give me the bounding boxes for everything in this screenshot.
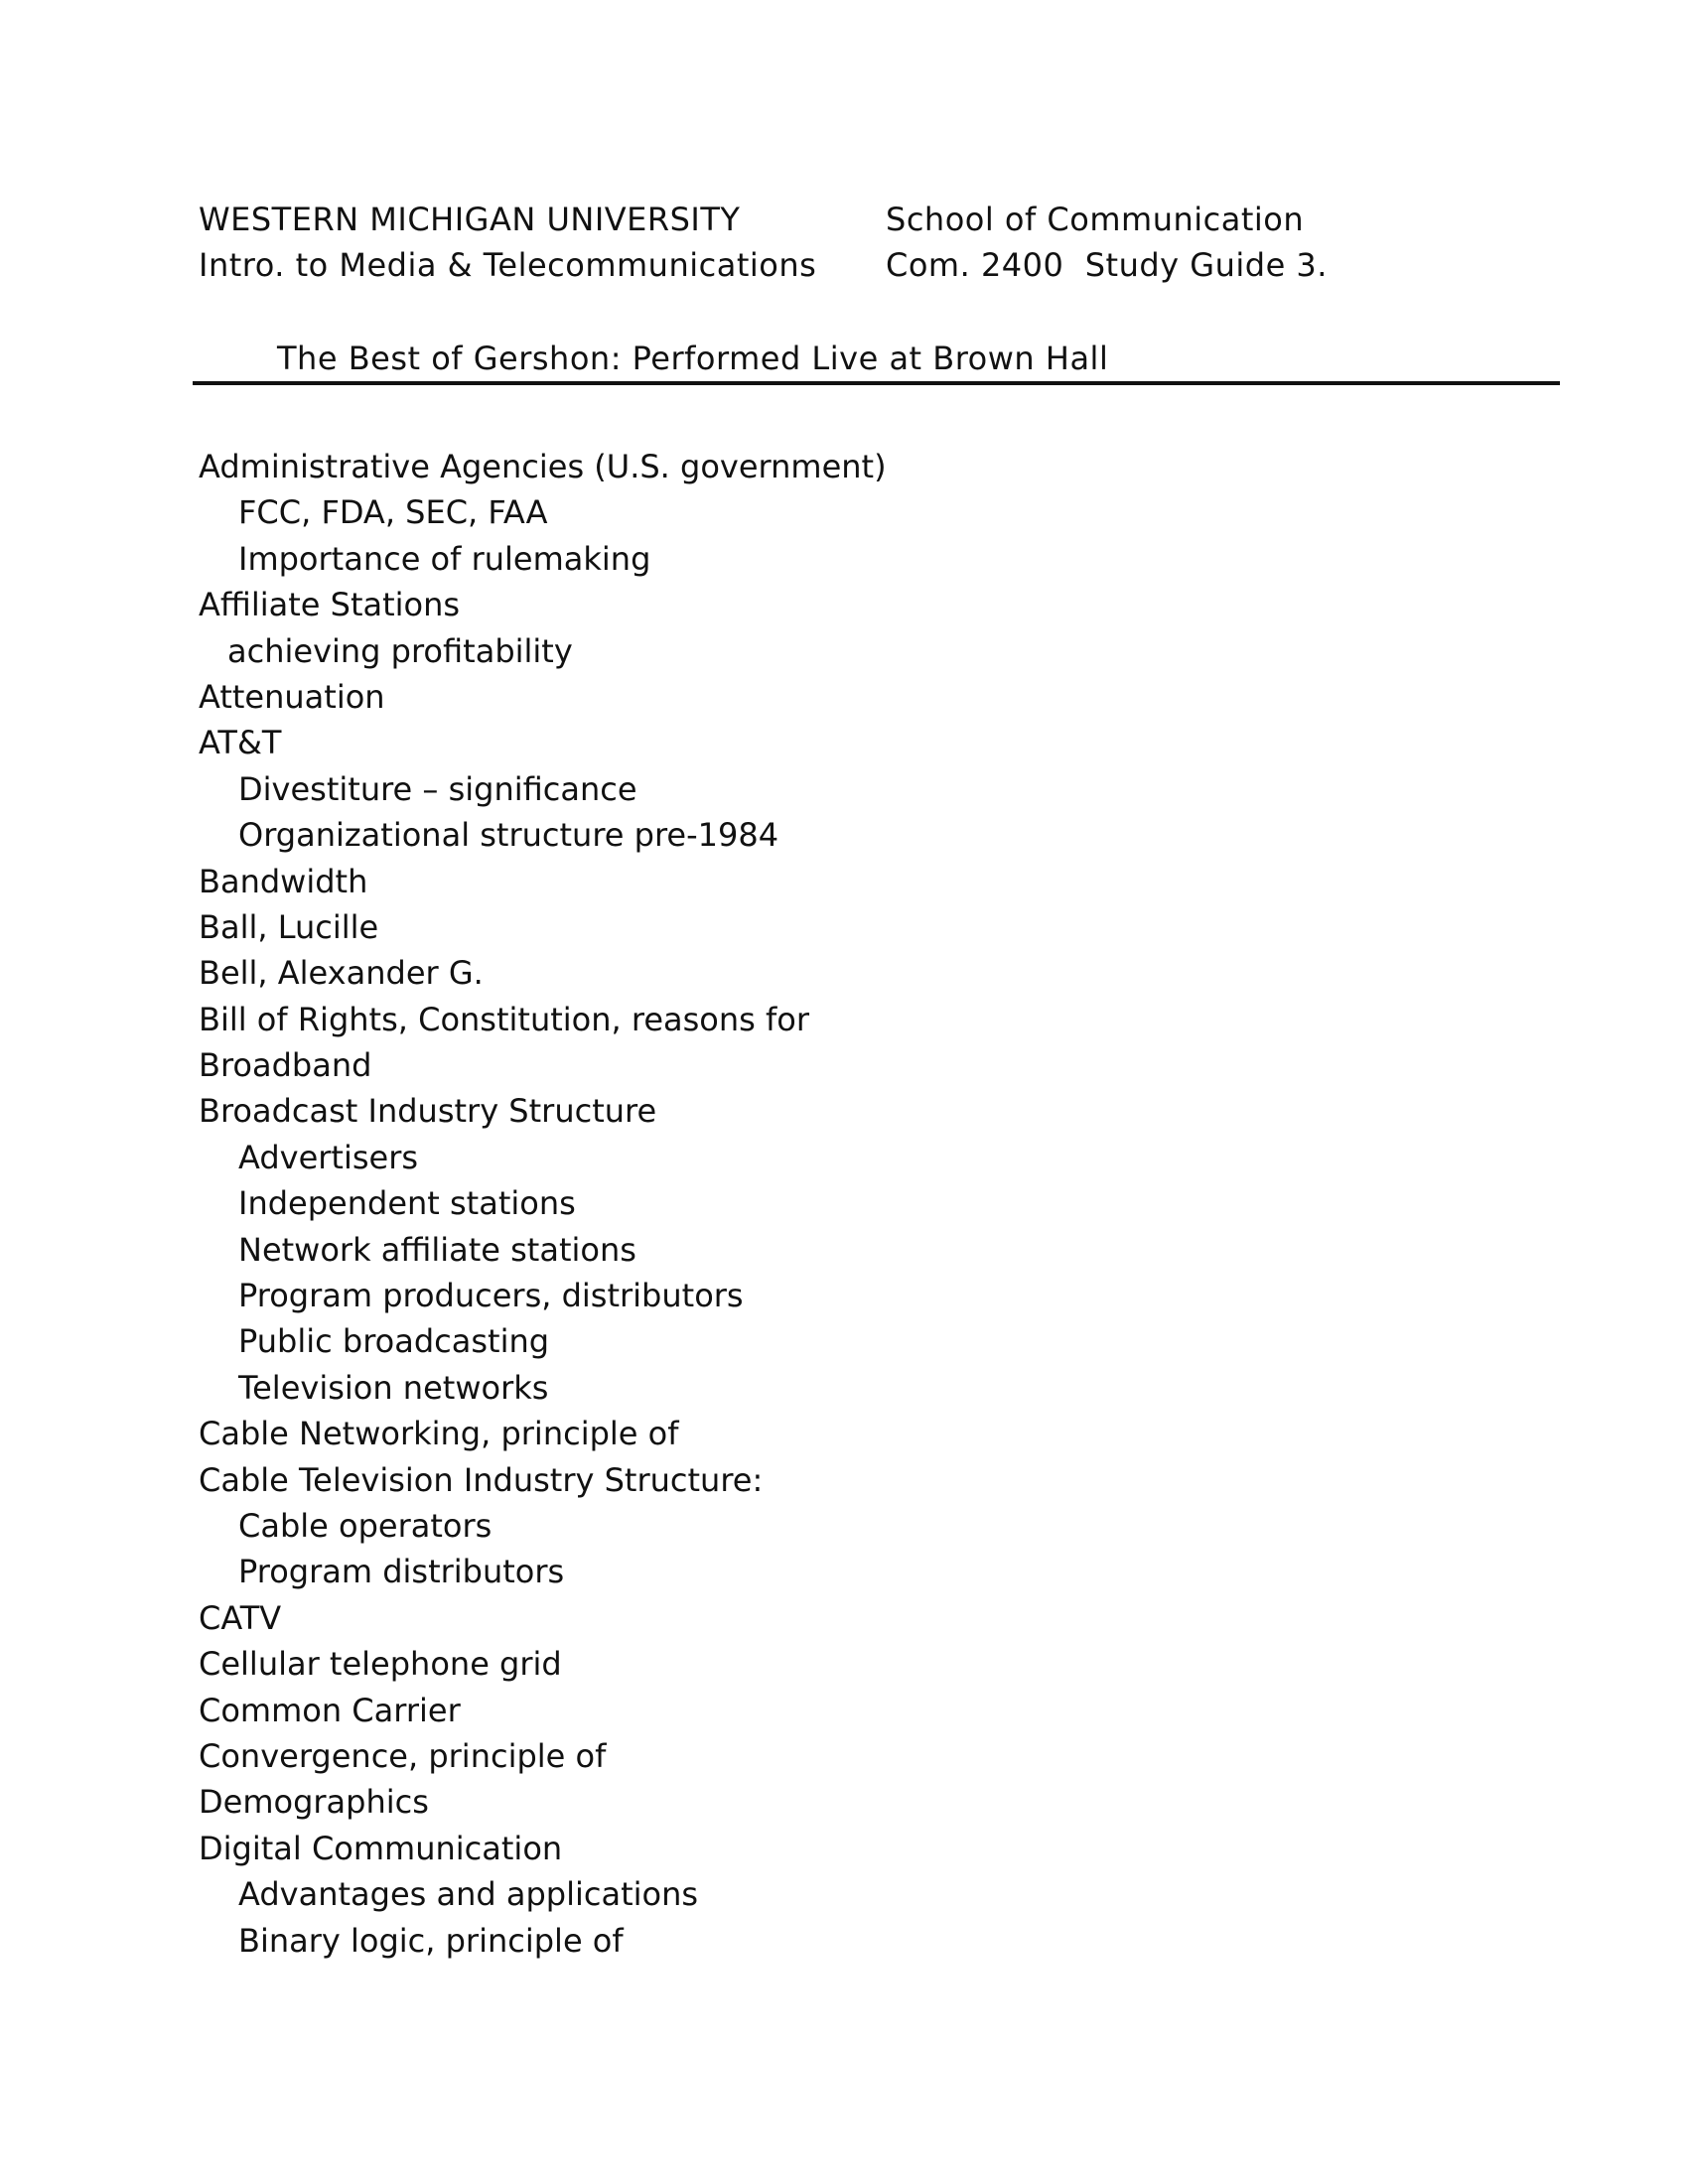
topic-subitem: Network affiliate stations: [238, 1230, 636, 1269]
header-row-2: [199, 246, 1569, 290]
topic-item: Cable Television Industry Structure:: [199, 1460, 764, 1499]
topic-item: CATV: [199, 1598, 282, 1637]
topic-item: Broadcast Industry Structure: [199, 1092, 657, 1131]
topic-item: Attenuation: [199, 677, 385, 716]
topic-item: Bell, Alexander G.: [199, 954, 484, 993]
topic-subitem: achieving profitability: [227, 631, 573, 670]
topic-subitem: Advantages and applications: [238, 1875, 699, 1914]
topic-subitem: Binary logic, principle of: [238, 1921, 624, 1960]
topic-item: Cellular telephone grid: [199, 1645, 562, 1684]
topic-item: Broadband: [199, 1046, 372, 1085]
topic-subitem: FCC, FDA, SEC, FAA: [238, 493, 548, 532]
topic-item: Demographics: [199, 1783, 429, 1822]
topic-item: Bill of Rights, Constitution, reasons for: [199, 1000, 809, 1038]
topic-subitem: Program producers, distributors: [238, 1277, 744, 1315]
topic-item: Convergence, principle of: [199, 1736, 607, 1775]
topic-subitem: Advertisers: [238, 1138, 419, 1176]
topic-item: Administrative Agencies (U.S. government): [199, 448, 887, 485]
topic-subitem: Importance of rulemaking: [238, 539, 651, 578]
topic-item: Common Carrier: [199, 1691, 461, 1729]
topic-item: Digital Communication: [199, 1829, 563, 1867]
topic-subitem: Organizational structure pre-1984: [238, 816, 779, 855]
course-code: Com. 2400 Study Guide 3.: [886, 246, 1328, 284]
topic-subitem: Cable operators: [238, 1506, 492, 1545]
topic-subitem: Public broadcasting: [238, 1322, 550, 1361]
topic-item: Bandwidth: [199, 862, 368, 900]
topic-item: Cable Networking, principle of: [199, 1415, 679, 1453]
topic-item: Ball, Lucille: [199, 907, 379, 946]
guide-subtitle: The Best of Gershon: Performed Live at Brown Hall: [277, 340, 1109, 377]
topic-subitem: Independent stations: [238, 1184, 576, 1223]
header-divider: [193, 381, 1560, 385]
topic-subitem: Program distributors: [238, 1553, 565, 1591]
topic-item: AT&T: [199, 724, 282, 762]
school-name: School of Communication: [886, 201, 1305, 238]
topic-item: Affiliate Stations: [199, 586, 461, 624]
topic-subitem: Television networks: [238, 1368, 549, 1407]
university-name: WESTERN MICHIGAN UNIVERSITY: [199, 201, 741, 238]
topic-subitem: Divestiture – significance: [238, 769, 637, 808]
header-row-1: [199, 201, 1569, 244]
course-name: Intro. to Media & Telecommunications: [199, 246, 817, 284]
topic-list: [199, 444, 1489, 1964]
